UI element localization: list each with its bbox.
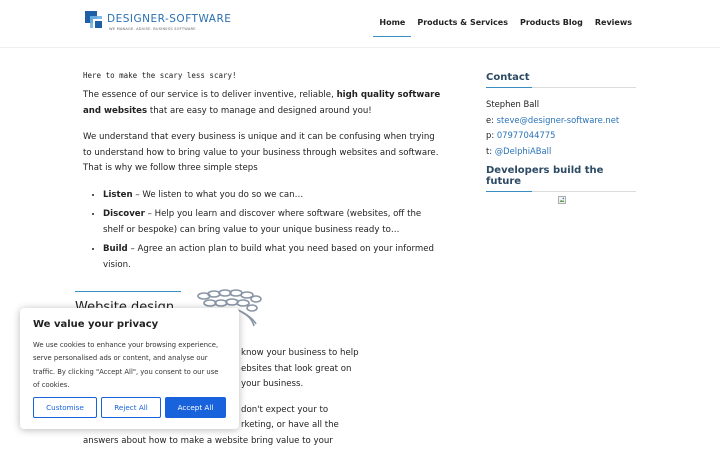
step-discover [103, 207, 443, 238]
cookie-description: We use cookies to enhance your browsing experience, serve personalised ads or content, and analyse our traffic. By clicking "Accept All", you consent to our use of cookies. [33, 341, 219, 389]
twitter-prefix: t: [486, 145, 495, 156]
site-header [0, 0, 720, 48]
site-logo[interactable] [85, 11, 235, 35]
intro-bold-text: high quality software and websites [83, 90, 441, 116]
nav-reviews[interactable]: Reviews [594, 18, 632, 27]
step-text: – Help you learn and discover where software (websites, off the shelf or bespoke) can bring value to your unique business ready to… [103, 209, 422, 235]
cookie-consent-dialog [20, 308, 239, 429]
developers-title: Developers build the future [486, 165, 636, 192]
steps-list [83, 188, 443, 274]
contact-name: Stephen Ball [486, 99, 540, 109]
contact-email-line [486, 113, 636, 129]
email-link[interactable]: steve@designer-software.net [496, 114, 620, 125]
intro-text: The essence of our service is to deliver inventive, reliable, [83, 90, 337, 100]
text-line: your business. [241, 379, 304, 389]
logo-icon [85, 11, 105, 31]
logo-tagline: WE MANAGE. ADVISE. BUSINESS SOFTWARE [109, 27, 196, 31]
step-listen [103, 188, 443, 204]
step-name: Build [103, 244, 128, 254]
main-nav [367, 0, 632, 47]
reject-all-button[interactable]: Reject All [101, 397, 161, 418]
contact-phone-line [486, 128, 636, 144]
text-line: ebsites that look great on [241, 363, 352, 374]
tagline: Here to make the scary less scary! [83, 71, 237, 80]
phone-link[interactable]: 07977044775 [496, 130, 556, 140]
twitter-link[interactable]: @DelphiABall [494, 145, 552, 156]
logo-name: DESIGNER-SOFTWARE [107, 13, 232, 25]
nav-products-blog[interactable]: Products Blog [519, 18, 583, 27]
nav-products-services[interactable]: Products & Services [417, 18, 508, 27]
sidebar [486, 72, 636, 192]
cookie-buttons [33, 397, 226, 418]
nav-home[interactable]: Home [379, 0, 405, 47]
main-content [83, 71, 443, 277]
contact-details [486, 97, 636, 159]
customise-button[interactable]: Customise [33, 397, 97, 418]
text-line: rketing, or have all the [241, 420, 339, 430]
intro-text-end: that are easy to manage and designed around you! [147, 105, 372, 116]
section-divider [75, 291, 181, 292]
text-line: don't expect your to [241, 404, 329, 415]
contact-title: Contact [486, 72, 636, 88]
intro-paragraph [83, 88, 443, 119]
text-line: answers about how to make a website bring value to your [83, 435, 333, 446]
phone-prefix: p: [486, 130, 497, 140]
step-name: Listen [103, 189, 133, 200]
step-text: – We listen to what you do so we can… [132, 189, 304, 200]
accept-all-button[interactable]: Accept All [165, 397, 226, 418]
broken-image-icon [558, 196, 566, 204]
step-name: Discover [103, 209, 145, 219]
contact-twitter-line [486, 144, 636, 160]
email-prefix: e: [486, 114, 497, 125]
cookie-title: We value your privacy [33, 319, 159, 330]
step-text: – Agree an action plan to build what you need based on your informed vision. [103, 244, 434, 270]
step-build [103, 242, 443, 273]
text-line: know your business to help [241, 348, 359, 358]
steps-intro-paragraph: We understand that every business is unique and it can be confusing when trying to understand how to bring value to your business through websites and software. That is why we follow three simple steps [83, 132, 439, 173]
